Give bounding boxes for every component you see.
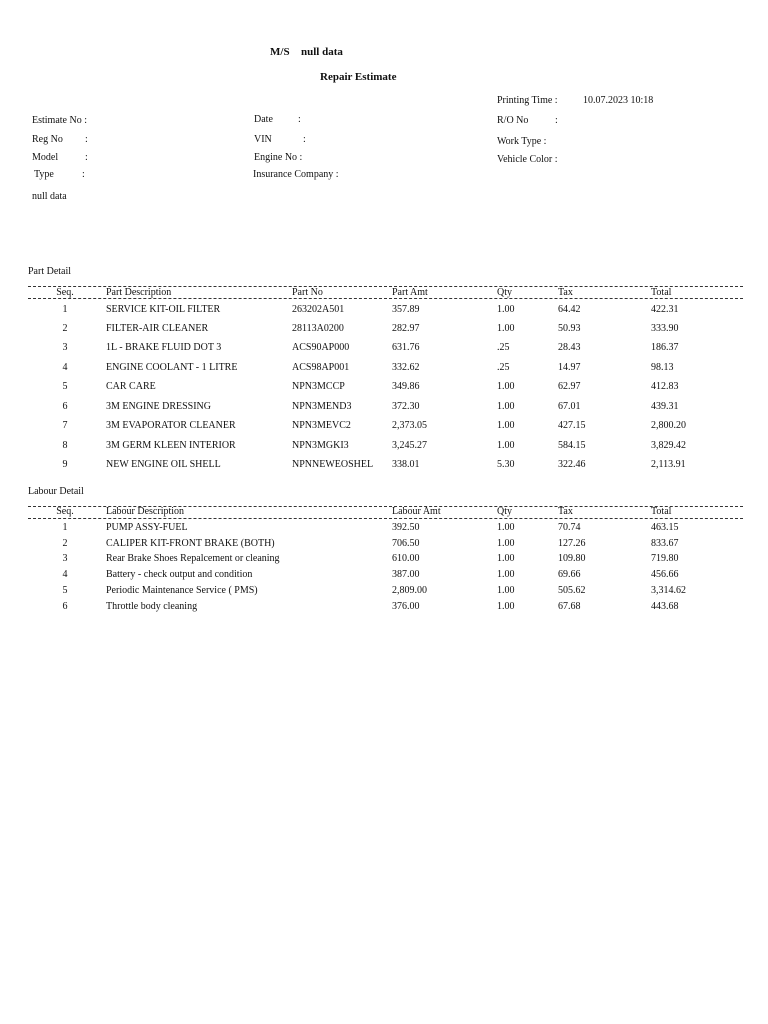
part-qty: 1.00 [497,440,515,451]
labour-tax: 505.62 [558,585,586,596]
labour-tax: 70.74 [558,522,581,533]
table-row [0,522,768,538]
part-total: 2,113.91 [651,459,686,470]
engine-no-label: Engine No : [254,152,303,163]
date-label: Date [254,114,273,125]
labour-qty: 1.00 [497,569,515,580]
labour-seq: 4 [62,569,68,580]
part-total: 98.13 [651,362,674,373]
labour-qty: 1.00 [497,601,515,612]
table-row [0,585,768,601]
part-description: ENGINE COOLANT - 1 LITRE [106,362,238,373]
remark-text: null data [32,191,67,202]
table-row [0,342,768,358]
part-total: 422.31 [651,304,679,315]
reg-no-colon: : [85,134,88,145]
part-qty: 1.00 [497,323,515,334]
part-description: 3M GERM KLEEN INTERIOR [106,440,236,451]
printing-time-label: Printing Time : [497,95,558,106]
type-label: Type [34,169,54,180]
labour-qty: 1.00 [497,522,515,533]
part-qty: 1.00 [497,401,515,412]
labour-total: 463.15 [651,522,679,533]
part-description: CAR CARE [106,381,156,392]
table-row [0,362,768,378]
part-seq: 4 [62,362,68,373]
part-no: NPN3MEVC2 [292,420,351,431]
part-col-tax: Tax [558,287,573,298]
part-header-row [0,287,768,303]
part-amt: 3,245.27 [392,440,427,451]
labour-description: Battery - check output and condition [106,569,253,580]
labour-col-qty: Qty [497,506,512,517]
part-description: NEW ENGINE OIL SHELL [106,459,221,470]
part-total: 186.37 [651,342,679,353]
labour-amt: 387.00 [392,569,420,580]
part-no: NPN3MEND3 [292,401,352,412]
company-name: null data [301,46,343,58]
part-no: 28113A0200 [292,323,344,334]
part-col-amt: Part Amt [392,287,428,298]
part-qty: 1.00 [497,420,515,431]
part-total: 412.83 [651,381,679,392]
labour-col-description: Labour Description [106,506,185,517]
model-colon: : [85,152,88,163]
part-seq: 9 [62,459,68,470]
table-row [0,304,768,320]
estimate-no-label: Estimate No : [32,115,87,126]
part-tax: 67.01 [558,401,581,412]
labour-amt: 610.00 [392,553,420,564]
labour-total: 833.67 [651,538,679,549]
table-row [0,440,768,456]
work-type-label: Work Type : [497,136,547,147]
part-tax: 322.46 [558,459,586,470]
part-qty: 1.00 [497,304,515,315]
part-no: 263202A501 [292,304,345,315]
part-tax: 14.97 [558,362,581,373]
part-no: ACS98AP001 [292,362,350,373]
part-qty: .25 [497,362,510,373]
labour-section-title: Labour Detail [28,486,84,497]
part-no: NPN3MCCP [292,381,345,392]
part-section-title: Part Detail [28,266,72,277]
labour-total: 456.66 [651,569,679,580]
part-amt: 338.01 [392,459,420,470]
part-tax: 62.97 [558,381,581,392]
table-row [0,569,768,585]
labour-amt: 706.50 [392,538,420,549]
part-col-description: Part Description [106,287,172,298]
labour-tax: 127.26 [558,538,586,549]
labour-seq: 5 [62,585,68,596]
table-row [0,553,768,569]
printing-time-value: 10.07.2023 10:18 [583,95,654,106]
labour-qty: 1.00 [497,538,515,549]
table-row [0,538,768,554]
labour-seq: 6 [62,601,68,612]
labour-tax: 69.66 [558,569,581,580]
part-total: 439.31 [651,401,679,412]
labour-col-total: Total [651,506,672,517]
part-col-seq: Seq. [56,287,74,298]
part-description: 1L - BRAKE FLUID DOT 3 [106,342,222,353]
part-col-total: Total [651,287,672,298]
vin-colon: : [303,134,306,145]
part-header-bottom-rule [28,298,743,299]
part-qty: .25 [497,342,510,353]
vin-label: VIN [254,134,272,145]
part-seq: 7 [62,420,68,431]
vehicle-color-label: Vehicle Color : [497,154,558,165]
part-seq: 5 [62,381,68,392]
date-colon: : [298,114,301,125]
part-no: NPN3MGKI3 [292,440,349,451]
labour-description: PUMP ASSY-FUEL [106,522,188,533]
labour-col-amt: Labour Amt [392,506,441,517]
part-no: ACS90AP000 [292,342,350,353]
part-col-part-no: Part No [292,287,323,298]
part-amt: 631.76 [392,342,420,353]
part-seq: 8 [62,440,68,451]
part-seq: 6 [62,401,68,412]
labour-total: 719.80 [651,553,679,564]
part-amt: 357.89 [392,304,420,315]
labour-total: 3,314.62 [651,585,686,596]
type-colon: : [82,169,85,180]
part-amt: 2,373.05 [392,420,427,431]
model-label: Model [32,152,59,163]
page-title: Repair Estimate [320,71,397,83]
labour-qty: 1.00 [497,585,515,596]
labour-qty: 1.00 [497,553,515,564]
part-total: 2,800.20 [651,420,686,431]
labour-amt: 2,809.00 [392,585,427,596]
labour-col-seq: Seq. [56,506,74,517]
table-row [0,601,768,617]
part-description: FILTER-AIR CLEANER [106,323,209,334]
labour-description: CALIPER KIT-FRONT BRAKE (BOTH) [106,538,275,549]
labour-tax: 109.80 [558,553,586,564]
ms-label: M/S [270,46,290,58]
part-tax: 50.93 [558,323,581,334]
labour-description: Rear Brake Shoes Repalcement or cleaning [106,553,280,564]
reg-no-label: Reg No [32,134,63,145]
part-tax: 427.15 [558,420,586,431]
labour-seq: 2 [62,538,68,549]
insurance-company-label: Insurance Company : [253,169,339,180]
part-description: 3M EVAPORATOR CLEANER [106,420,236,431]
labour-header-bottom-rule [28,518,743,519]
part-total: 333.90 [651,323,679,334]
labour-amt: 376.00 [392,601,420,612]
labour-header-row [0,506,768,522]
table-row [0,459,768,475]
labour-description: Throttle body cleaning [106,601,198,612]
labour-seq: 1 [62,522,68,533]
part-tax: 64.42 [558,304,581,315]
labour-description: Periodic Maintenance Service ( PMS) [106,585,258,596]
part-seq: 3 [62,342,68,353]
part-tax: 28.43 [558,342,581,353]
table-row [0,381,768,397]
labour-amt: 392.50 [392,522,420,533]
part-qty: 1.00 [497,381,515,392]
part-amt: 332.62 [392,362,420,373]
part-qty: 5.30 [497,459,515,470]
part-col-qty: Qty [497,287,512,298]
table-row [0,420,768,436]
labour-seq: 3 [62,553,68,564]
part-amt: 372.30 [392,401,420,412]
part-seq: 1 [62,304,68,315]
part-tax: 584.15 [558,440,586,451]
part-amt: 349.86 [392,381,420,392]
part-amt: 282.97 [392,323,420,334]
table-row [0,323,768,339]
labour-total: 443.68 [651,601,679,612]
ro-no-colon: : [555,115,558,126]
part-no: NPNNEWEOSHEL [292,459,374,470]
part-description: 3M ENGINE DRESSING [106,401,211,412]
part-description: SERVICE KIT-OIL FILTER [106,304,221,315]
labour-tax: 67.68 [558,601,581,612]
part-total: 3,829.42 [651,440,686,451]
ro-no-label: R/O No [497,115,529,126]
part-seq: 2 [62,323,68,334]
table-row [0,401,768,417]
labour-col-tax: Tax [558,506,573,517]
